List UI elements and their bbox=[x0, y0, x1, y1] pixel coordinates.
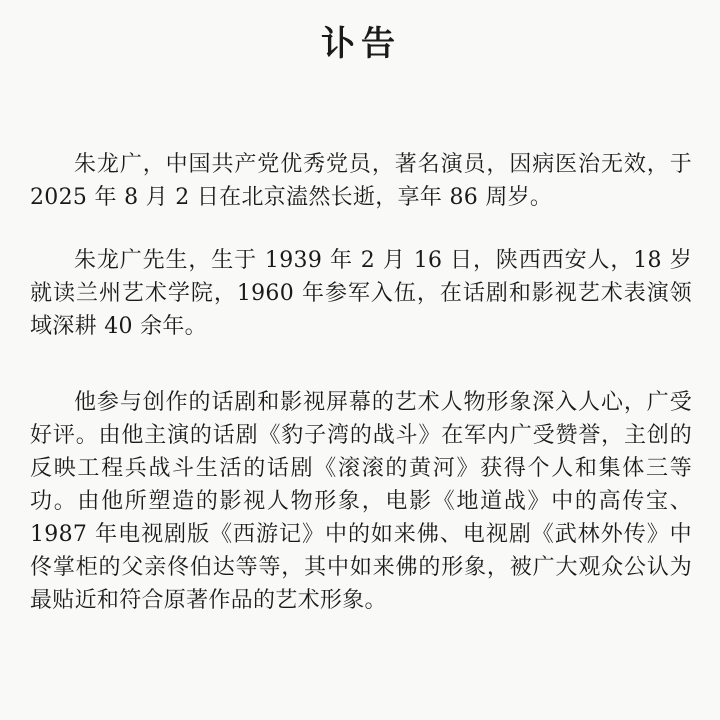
page-title: 讣告 bbox=[321, 24, 401, 64]
paragraph-biography: 朱龙广先生，生于 1939 年 2 月 16 日，陕西西安人，18 岁就读兰州艺术学院，1960 年参军入伍，在话剧和影视艺术表演领域深耕 40 余年。 bbox=[30, 248, 692, 339]
paragraph-announcement: 朱龙广，中国共产党优秀党员，著名演员，因病医治无效，于 2025 年 8 月 2 日在北京溘然长逝，享年 86 周岁。 bbox=[30, 152, 692, 210]
paragraph-career: 他参与创作的话剧和影视屏幕的艺术人物形象深入人心，广受好评。由他主演的话剧《豹子湾的战斗》在军内广受赞誉，主创的反映工程兵战斗生活的话剧《滚滚的黄河》获得个人和集体三等功。由他所塑造的影视人物形象，电影《地道战》中的高传宝、1987 年电视剧版《西游记》中的如来佛、电视剧《武林外传》中佟掌柜的父亲佟伯达等等，其中如来佛的形象，被广大观众公认为最贴近和符合原著作品的艺术形象。 bbox=[30, 390, 692, 613]
